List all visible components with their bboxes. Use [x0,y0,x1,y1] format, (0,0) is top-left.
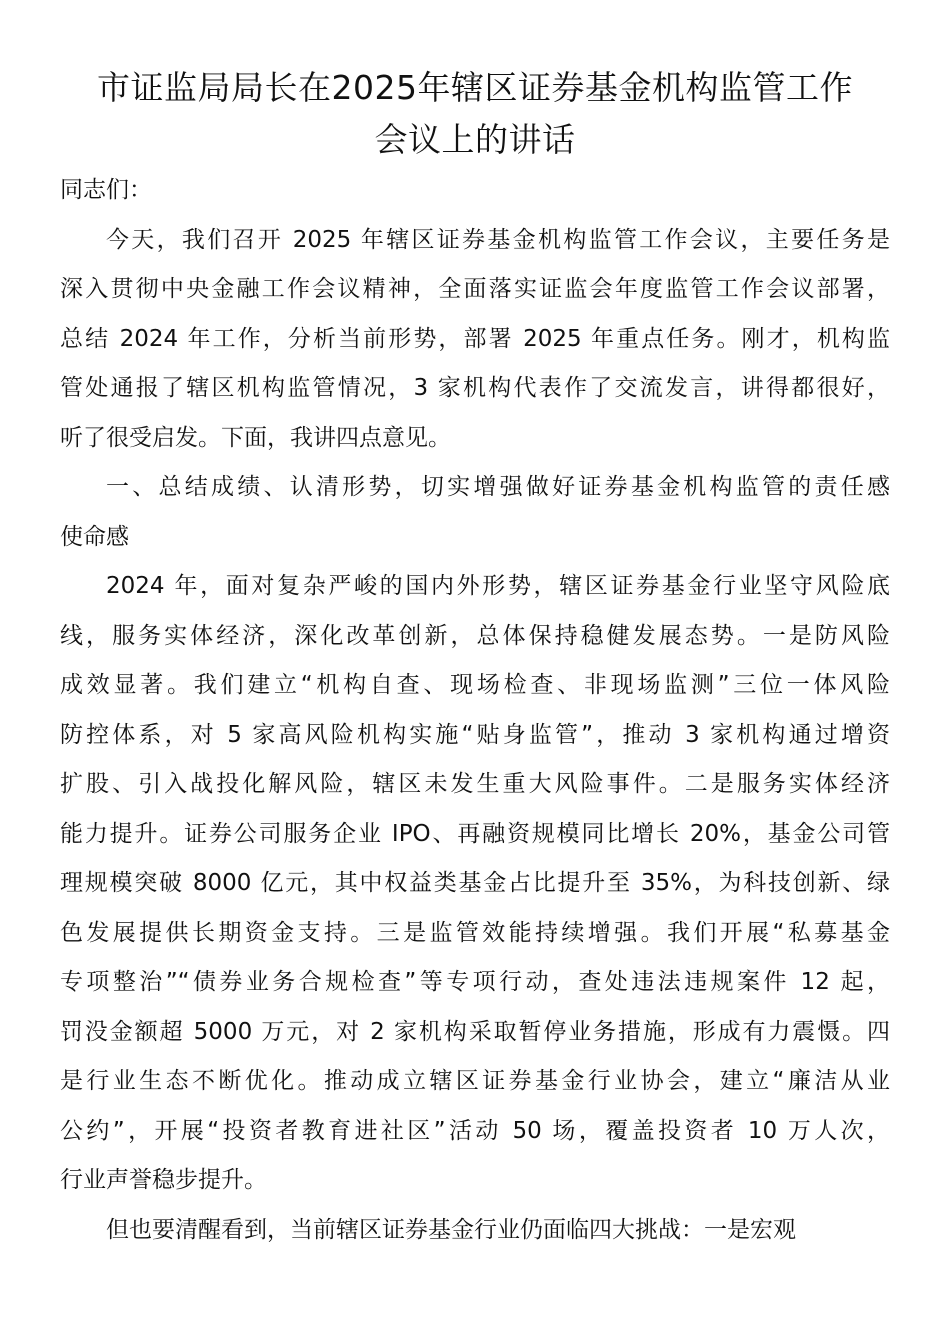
text-line: 2024 年，面对复杂严峻的国内外形势，辖区证券基金行业坚守风险底 [106,573,890,599]
text-line: 听了很受启发。下面，我讲四点意见。 [60,424,451,451]
paragraph-intro [60,216,890,464]
text-line: 扩股、引入战投化解风险，辖区未发生重大风险事件。二是服务实体经济 [60,771,890,797]
text-line: 总结 2024 年工作，分析当前形势，部署 2025 年重点任务。刚才，机构监 [60,325,890,352]
text-line: 一、总结成绩、认清形势，切实增强做好证券基金机构监管的责任感 [106,474,890,500]
text-line: 是行业生态不断优化。推动成立辖区证券基金行业协会，建立“廉洁从业 [60,1068,890,1094]
text-line: 今天，我们召开 2025 年辖区证券基金机构监管工作会议，主要任务是 [106,226,890,253]
text-line: 罚没金额超 5000 万元，对 2 家机构采取暂停业务措施，形成有力震慑。四 [60,1018,890,1045]
text-line: 线，服务实体经济，深化改革创新，总体保持稳健发展态势。一是防风险 [60,622,890,649]
text-line: 专项整治”“债券业务合规检查”等专项行动，查处违法违规案件 12 起， [60,969,890,995]
text-line: 管处通报了辖区机构监管情况，3 家机构代表作了交流发言，讲得都很好， [60,375,890,401]
page-title [60,62,890,166]
title-line-1: 市证监局局长在2025年辖区证券基金机构监管工作 [97,68,853,107]
paragraph-achievements [60,562,890,1206]
title-line-2: 会议上的讲话 [374,120,576,159]
section-heading-1 [60,463,890,562]
text-line: 防控体系，对 5 家高风险机构实施“贴身监管”，推动 3 家机构通过增资 [60,721,890,748]
text-line: 成效显著。我们建立“机构自查、现场检查、非现场监测”三位一体风险 [60,672,890,698]
salutation: 同志们： [60,177,152,203]
text-line: 深入贯彻中央金融工作会议精神，全面落实证监会年度监管工作会议部署， [60,276,890,302]
text-line: 行业声誉稳步提升。 [60,1167,267,1193]
text-line: 使命感 [60,523,129,550]
paragraph-challenges [60,1206,890,1256]
text-line: 理规模突破 8000 亿元，其中权益类基金占比提升至 35%，为科技创新、绿 [60,870,890,896]
text-line: 能力提升。证券公司服务企业 IPO、再融资规模同比增长 20%，基金公司管 [60,820,890,847]
text-line: 但也要清醒看到，当前辖区证券基金行业仍面临四大挑战：一是宏观 [106,1216,796,1243]
text-line: 公约”，开展“投资者教育进社区”活动 50 场，覆盖投资者 10 万人次， [60,1117,890,1144]
text-line: 色发展提供长期资金支持。三是监管效能持续增强。我们开展“私募基金 [60,919,890,946]
